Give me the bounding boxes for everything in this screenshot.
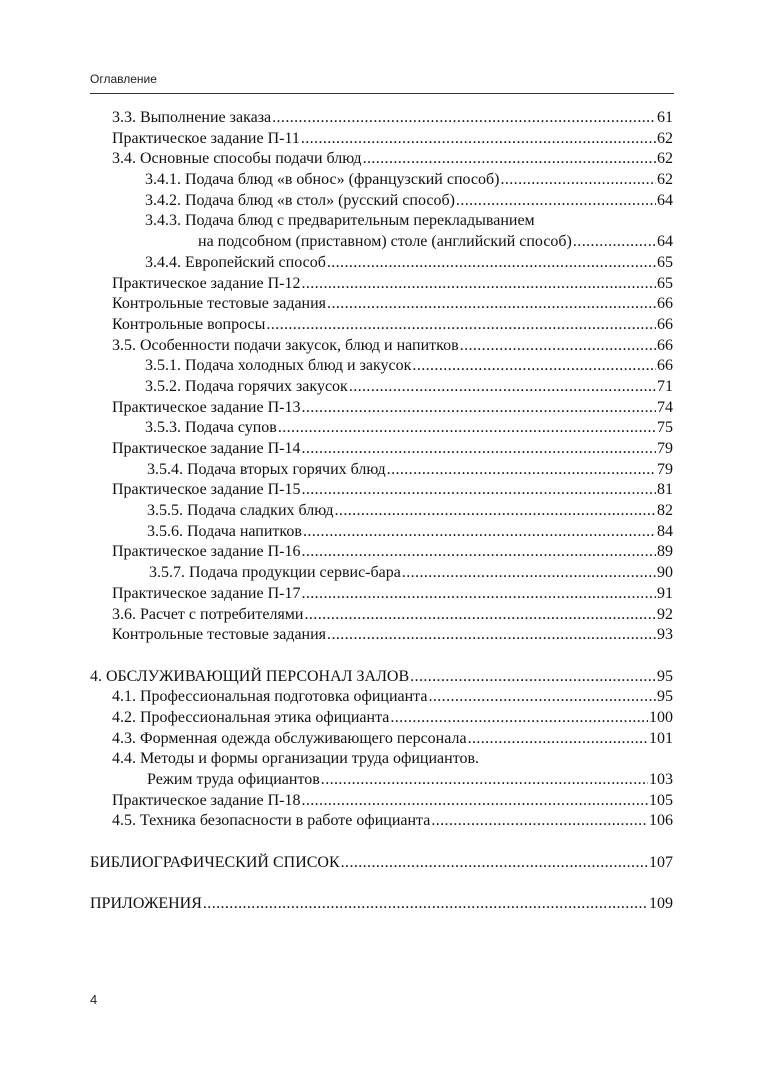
toc-entry-title: 3.4.1. Подача блюд «в обнос» (французский способ) [145,171,500,189]
toc-entry-page: 92 [657,605,673,623]
toc-entry-page: 66 [657,295,673,313]
toc-entry-page: 93 [657,626,673,644]
dot-leader [305,605,657,626]
dot-leader [412,356,656,377]
toc-entry-control-tests-2[interactable] [112,625,673,646]
toc-entry-page: 75 [657,419,673,437]
toc-entry-3-5-1[interactable] [145,356,673,377]
dot-leader [335,501,656,522]
toc-entry-page: 66 [657,315,673,333]
toc-entry-title: Практическое задание П-13 [112,398,301,416]
toc-entry-title: 3.6. Расчет с потребителями [112,605,304,623]
dot-leader [573,232,656,253]
dot-leader [349,377,656,398]
dot-leader [301,480,656,501]
toc-entry-page: 106 [649,812,673,830]
toc-row [0,460,763,481]
page-number: 4 [90,992,98,1007]
toc-row [0,480,763,501]
toc-entry-title: 3.4.2. Подача блюд «в стол» (русский способ) [145,191,455,209]
toc-entry-page: 81 [657,481,673,499]
toc-entry-page: 82 [657,502,673,520]
dot-leader [303,522,656,543]
toc-entry-page: 90 [657,564,673,582]
toc-entry-page: 100 [649,708,673,726]
toc-entry-4-1[interactable] [112,687,673,708]
toc-entry-chapter-4[interactable] [90,667,673,688]
toc-row [0,522,763,543]
toc-entry-bibliography[interactable] [90,853,673,874]
toc-row [0,584,763,605]
toc-row [0,294,763,315]
toc-entry-title: 3.5.4. Подача вторых горячих блюд [147,460,386,478]
toc-entry-title: Практическое задание П-14 [112,440,301,457]
toc-row [0,253,763,274]
toc-entry-page: 66 [657,336,673,354]
toc-entry-title: Контрольные тестовые задания [112,295,327,313]
toc-entry-3-5-2[interactable] [145,377,673,398]
toc-spacer [0,873,763,894]
dot-leader [460,336,656,357]
dot-leader [301,584,656,605]
toc-entry-page: 62 [657,150,673,168]
toc-entry-title: БИБЛИОГРАФИЧЕСКИЙ СПИСОК [90,853,340,871]
dot-leader [402,563,656,584]
toc-entry-4-4-line1[interactable]: 4.4. Методы и формы организации труда официантов. [112,750,480,768]
running-header: Оглавление [90,72,157,86]
toc-entry-title: 3.3. Выполнение заказа [112,109,272,126]
toc-row [0,770,763,791]
toc-entry-title: 3.5.6. Подача напитков [147,522,302,540]
toc-entry-control-questions[interactable] [112,315,673,336]
toc-row [0,729,763,750]
toc-entry-title: на подсобном (приставном) столе (английский способ) [198,233,572,251]
toc-entry-title: 3.5.1. Подача холодных блюд и закусок [145,357,412,375]
toc-entry-3-4-3[interactable] [198,232,673,253]
toc-entry-page: 95 [657,688,673,706]
toc-entry-title: 3.5.2. Подача горячих закусок [145,377,348,395]
toc-entry-title: 3.5.3. Подача супов [145,419,277,437]
toc-row [0,149,763,170]
toc-entry-title: 4.1. Профессиональная подготовка официанта [112,688,428,706]
toc-entry-page: 64 [657,233,673,251]
toc-row [0,108,763,129]
dot-leader [301,129,656,150]
toc-entry-title: 3.5.7. Подача продукции сервис-бара [149,564,401,582]
toc-row [0,170,763,191]
toc-entry-title: Практическое задание П-15 [112,481,301,499]
toc-entry-page: 62 [657,129,673,147]
toc-row [0,811,763,832]
dot-leader [327,625,656,646]
toc-entry-3-4[interactable] [112,149,673,170]
toc-entry-title: ПРИЛОЖЕНИЯ [90,895,202,913]
toc-entry-page: 61 [657,109,673,126]
toc-row [0,418,763,439]
dot-leader [428,687,656,708]
toc-row [0,315,763,336]
toc-entry-3-4-4[interactable] [145,253,673,274]
toc-entry-title: Практическое задание П-16 [112,543,301,561]
toc-row [0,398,763,419]
toc-entry-3-6[interactable] [112,605,673,626]
dot-leader [278,418,656,439]
toc-row [0,791,763,812]
toc-entry-page: 62 [657,171,673,189]
toc-entry-3-3[interactable] [112,108,673,129]
toc-entry-p14[interactable] [112,439,673,460]
toc-row [0,708,763,729]
toc-entry-title: Контрольные тестовые задания [112,626,327,644]
toc-entry-p18[interactable] [112,791,673,812]
dot-leader [272,108,656,129]
toc-entry-title: Практическое задание П-18 [112,791,301,809]
toc-entry-p12[interactable] [112,274,673,295]
toc-row [0,687,763,708]
toc-row [0,191,763,212]
toc-entry-4-3[interactable] [112,729,673,750]
toc-entry-title: Практическое задание П-12 [112,274,301,292]
toc-row [0,563,763,584]
toc-entry-title: 3.4. Основные способы подачи блюд [112,150,362,168]
toc-entry-control-tests-1[interactable] [112,294,673,315]
toc-entry-title: 3.4.4. Европейский способ [145,253,326,271]
table-of-contents [0,108,763,915]
toc-entry-page: 91 [657,584,673,602]
toc-row [0,894,763,915]
toc-entry-page: 71 [657,377,673,395]
toc-entry-appendices[interactable] [90,894,673,915]
toc-entry-3-5-5[interactable] [147,501,673,522]
toc-entry-3-4-2[interactable] [145,191,673,212]
toc-entry-3-5-3[interactable] [145,418,673,439]
toc-entry-page: 65 [657,253,673,271]
toc-entry-page: 89 [657,543,673,561]
toc-entry-p15[interactable] [112,480,673,501]
toc-entry-page: 65 [657,274,673,292]
dot-leader [327,294,656,315]
toc-row [0,501,763,522]
dot-leader [327,253,656,274]
toc-entry-p17[interactable] [112,584,673,605]
toc-entry-p11[interactable] [112,129,673,150]
toc-entry-title: Практическое задание П-17 [112,584,301,602]
toc-entry-4-2[interactable] [112,708,673,729]
toc-entry-3-5-7[interactable] [149,563,673,584]
dot-leader [387,460,656,481]
dot-leader [301,274,656,295]
toc-entry-3-5[interactable] [112,336,673,357]
toc-row [0,605,763,626]
toc-entry-3-4-3-line1[interactable]: 3.4.3. Подача блюд с предварительным перекладыванием [145,212,535,230]
toc-entry-title: 3.5. Особенности подачи закусок, блюд и напитков [112,336,459,354]
toc-row [0,232,763,253]
dot-leader [301,398,656,419]
toc-entry-p13[interactable] [112,398,673,419]
toc-entry-page: 66 [657,357,673,375]
toc-entry-page: 105 [649,791,673,809]
dot-leader [468,729,648,750]
toc-row [0,377,763,398]
dot-leader [390,708,648,729]
toc-entry-title: 4.3. Форменная одежда обслуживающего персонала [112,729,467,747]
toc-entry-title: Контрольные вопросы [112,315,266,333]
toc-entry-page: 107 [649,853,673,871]
toc-entry-page: 79 [657,460,673,478]
toc-row [0,356,763,377]
toc-spacer [0,832,763,853]
dot-leader [266,315,656,336]
toc-entry-3-5-4[interactable] [147,460,673,481]
toc-entry-4-4[interactable] [147,770,673,791]
dot-leader [363,149,656,170]
dot-leader [456,191,656,212]
toc-entry-title: Режим труда официантов [147,771,320,788]
toc-row [0,749,763,770]
toc-row [0,336,763,357]
toc-row [0,542,763,563]
toc-entry-page: 95 [657,667,673,685]
toc-entry-3-5-6[interactable] [147,522,673,543]
toc-row [0,274,763,295]
toc-entry-title: 3.5.5. Подача сладких блюд [147,502,334,520]
toc-entry-4-5[interactable] [112,811,673,832]
toc-row [0,667,763,688]
dot-leader [203,894,648,915]
toc-row [0,853,763,874]
toc-entry-title: 4.5. Техника безопасности в работе официанта [112,812,431,830]
toc-entry-page: 109 [649,895,673,913]
toc-entry-page: 64 [657,191,673,209]
toc-entry-3-4-1[interactable] [145,170,673,191]
toc-entry-page: 74 [657,398,673,416]
toc-entry-page: 84 [657,522,673,540]
dot-leader [301,439,656,460]
toc-row [0,211,763,232]
toc-row [0,439,763,460]
toc-entry-page: 101 [649,729,673,747]
header-rule [90,93,674,94]
toc-row [0,129,763,150]
toc-row [0,625,763,646]
toc-entry-page: 103 [649,771,673,788]
dot-leader [431,811,648,832]
toc-entry-title: 4. ОБСЛУЖИВАЮЩИЙ ПЕРСОНАЛ ЗАЛОВ [90,667,410,685]
toc-entry-title: 4.2. Профессиональная этика официанта [112,708,390,726]
dot-leader [301,791,648,812]
dot-leader [500,170,656,191]
toc-entry-p16[interactable] [112,542,673,563]
toc-entry-title: Практическое задание П-11 [112,129,300,147]
dot-leader [301,542,656,563]
toc-spacer [0,646,763,667]
dot-leader [410,667,656,688]
dot-leader [321,770,648,791]
dot-leader [341,853,648,874]
toc-entry-page: 79 [657,440,673,457]
